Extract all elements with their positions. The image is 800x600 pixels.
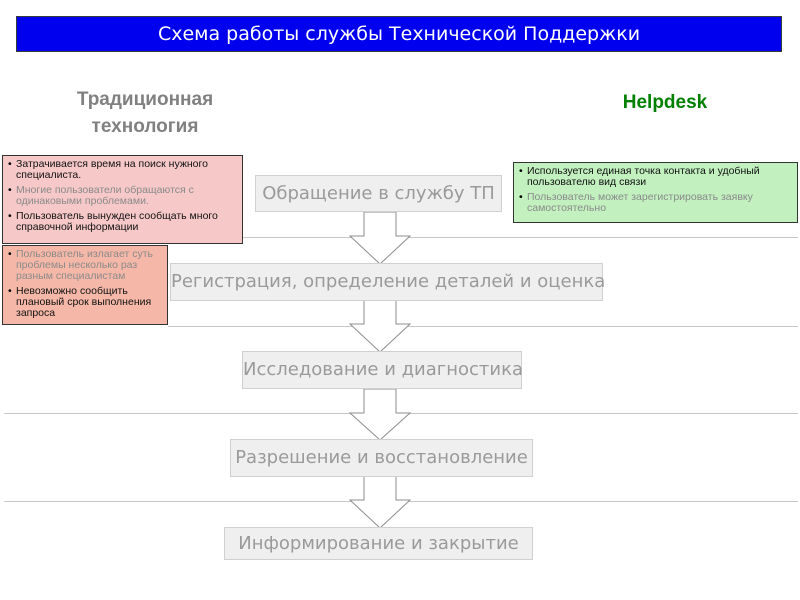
down-arrow: [350, 389, 410, 440]
helpdesk-benefits-box: [513, 162, 798, 223]
traditional-heading-line2: технология: [91, 116, 199, 137]
down-arrow: [350, 212, 410, 264]
traditional-issues-box-1: [2, 155, 243, 244]
note-item: • Невозможно сообщить плановый срок выполнения запроса: [8, 286, 162, 319]
step-request: Обращение в службу ТП: [255, 175, 502, 212]
traditional-heading-line1: Традиционная: [76, 89, 214, 110]
down-arrow: [350, 476, 410, 528]
note-item: • Пользователь вынужден сообщать много справочной информации: [8, 211, 237, 233]
step-closure: Информирование и закрытие: [224, 527, 533, 560]
diagram-title: Схема работы службы Технической Поддержки: [157, 23, 641, 45]
down-arrow: [350, 300, 410, 352]
note-item: • Затрачивается время на поиск нужного специалиста.: [8, 159, 237, 181]
note-item: • Пользователь может зарегистрировать заявку самостоятельно: [519, 192, 792, 214]
step-resolution: Разрешение и восстановление: [230, 439, 533, 477]
note-item: • Используется единая точка контакта и удобный пользователю вид связи: [519, 166, 792, 188]
step-registration: Регистрация, определение деталей и оценка: [170, 263, 603, 301]
note-item: • Многие пользователи обращаются с одинаковыми проблемами.: [8, 185, 237, 207]
step-diagnostics: Исследование и диагностика: [242, 351, 522, 389]
traditional-issues-box-2: [2, 245, 168, 325]
note-item: • Пользователь излагает суть проблемы несколько раз разным специалистам: [8, 249, 162, 282]
helpdesk-heading: Helpdesk: [622, 92, 708, 113]
